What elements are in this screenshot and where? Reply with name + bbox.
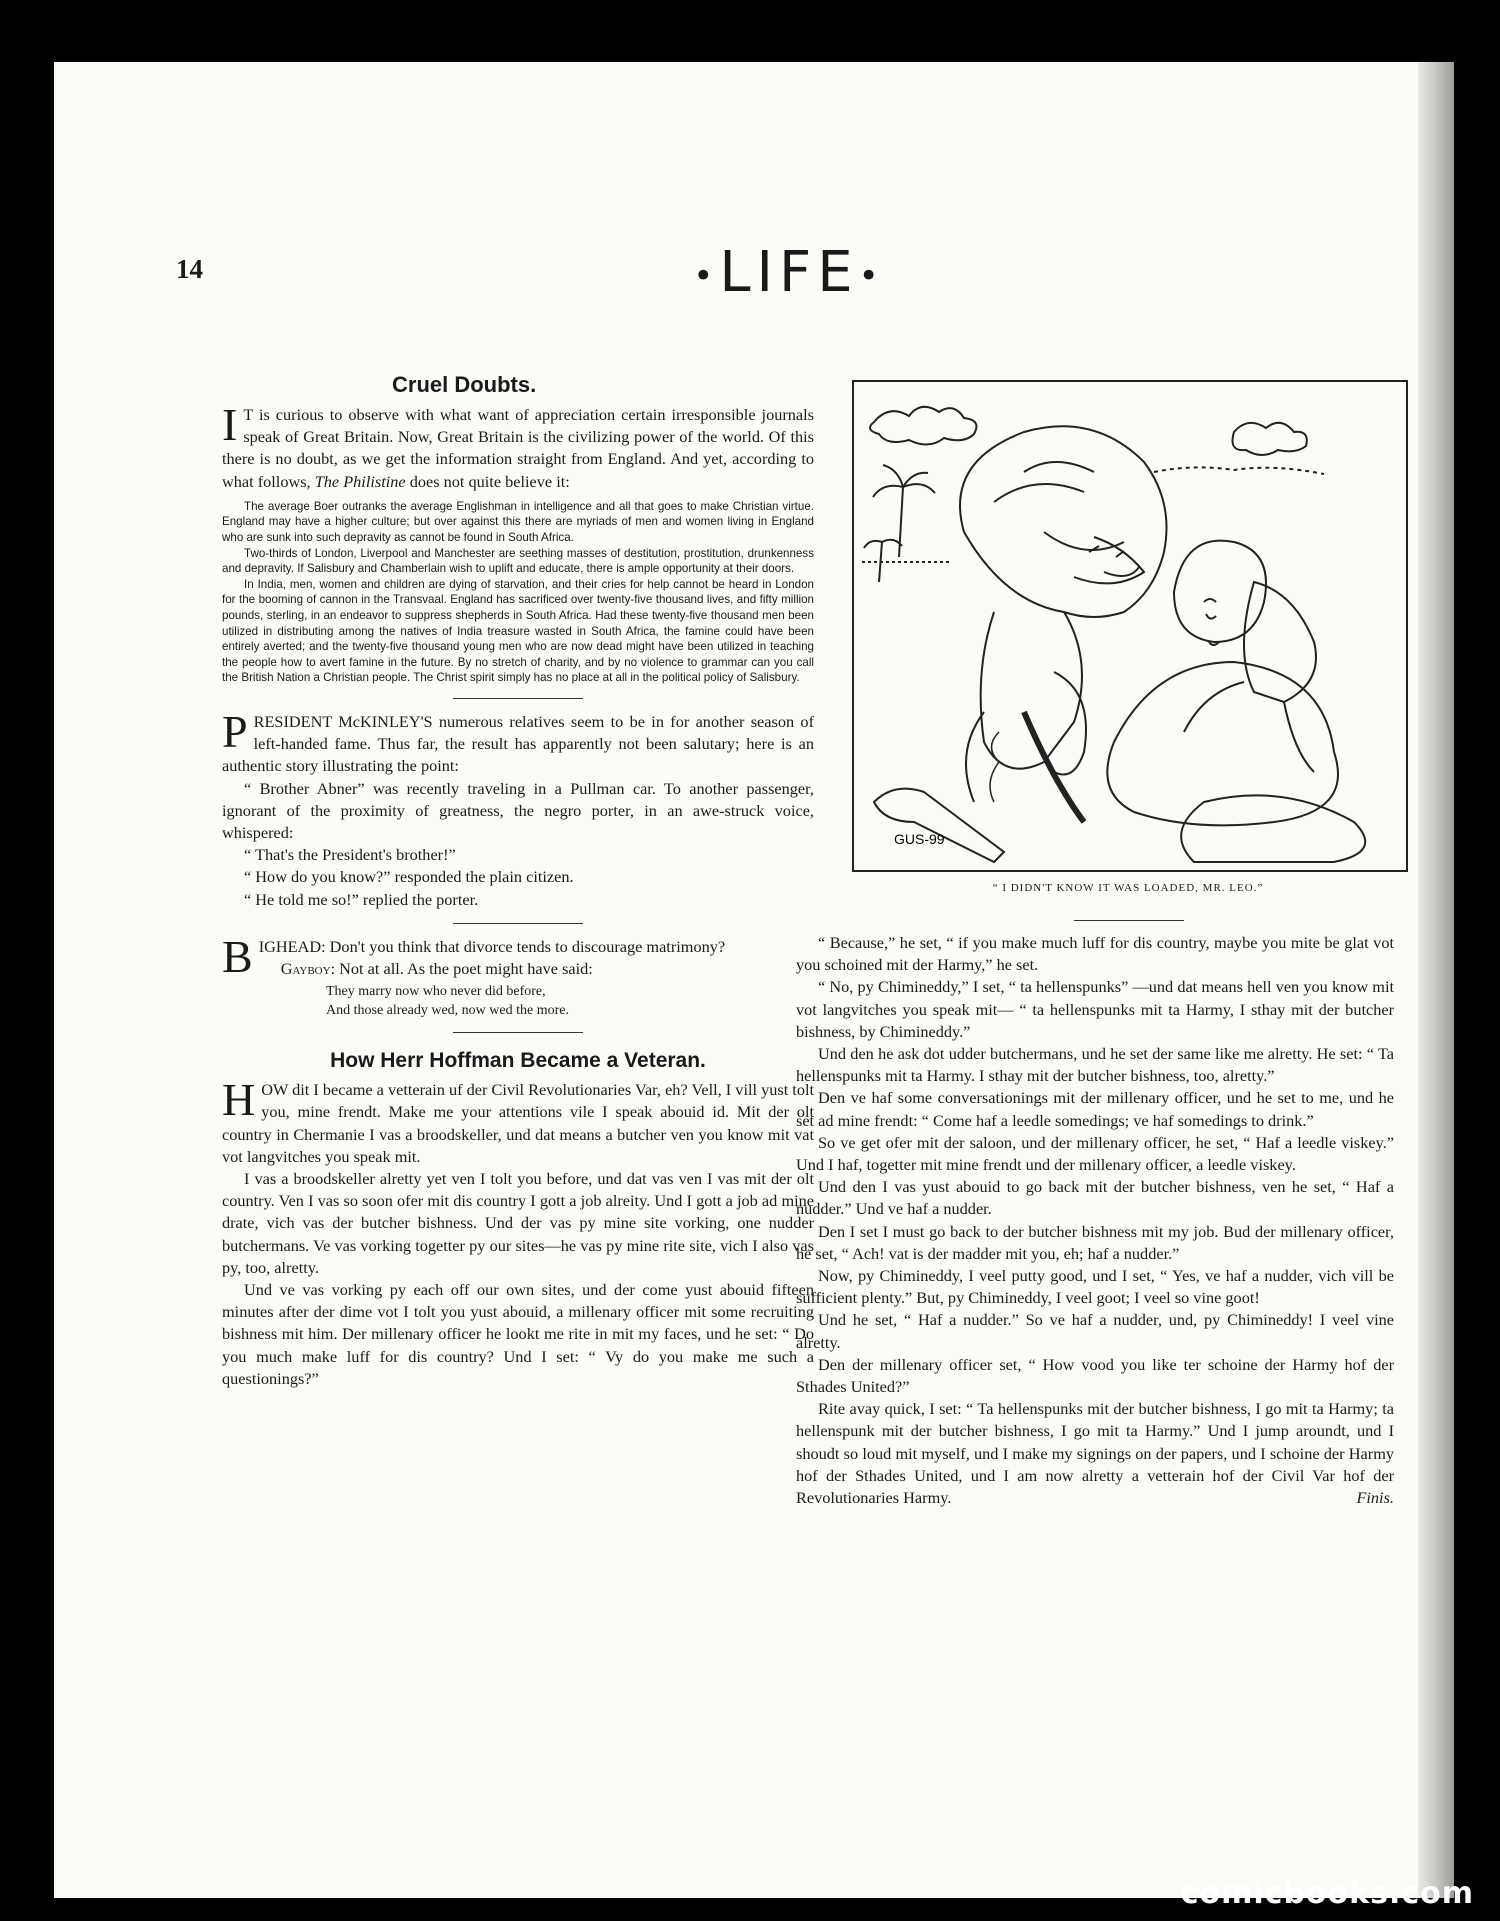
hoffman-paragraph: I vas a broodskeller alretty yet ven I tolt you before, und dat vas ven I vas mit der olt country. Ven I vas so soon ofer mit dis country I gott a job alreity. Und I gott a job ad mine drate, vich vas der butcher bishness. Und der vas py mine site vorking, one nudder butchermans. Ve vas vorking togetter py our sites—he vas py mine rite site, vich I also vas py, too, alretty.: [222, 1168, 814, 1277]
mckinley-paragraph: “ He told me so!” replied the porter.: [244, 889, 479, 909]
cartoon-illustration: [852, 380, 1408, 872]
divider: [1074, 920, 1184, 921]
lion-and-boy-drawing: [854, 382, 1406, 870]
dropcap: H: [222, 1074, 256, 1126]
hoffman-paragraph: Und he set, “ Haf a nudder.” So ve haf a nudder, und, py Chimineddy! I veel vine alretty.: [796, 1310, 1394, 1352]
hoffman-paragraph: “ No, py Chimineddy,” I set, “ ta hellenspunks” —und dat means hell ven you know mit vot langvitches you speak mit— “ ta hellenspunks mit ta Harmy, I sthay mit der butcher bishness, by Chimineddy.”: [796, 977, 1394, 1041]
page-number: 14: [176, 254, 203, 284]
article-title-hoffman: How Herr Hoffman Became a Veteran.: [330, 1049, 706, 1073]
mckinley-paragraph: “ That's the President's brother!”: [244, 845, 456, 865]
masthead-title: LIFE: [719, 240, 859, 305]
watermark: comicbooks.com: [1180, 1876, 1474, 1911]
cruel-doubts-intro: I T is curious to observe with what want of appreciation certain irresponsible journals speak of Great Britain. Now, Great Britain is the civilizing power of the world. Of this there is no doubt, as we get the information straight from England. And yet, according to what follows, The Philistine does not quite believe it:: [222, 399, 814, 491]
hoffman-paragraph: Den ve haf some conversationings mit der millenary officer, und he set to me, und he set ad mine frendt: “ Come haf a leedle somedings; ve haf somedings to drink.”: [796, 1088, 1394, 1130]
hoffman-paragraph: Rite avay quick, I set: “ Ta hellenspunks mit der butcher bishness, I go mit ta Harmy; ta hellenspunk mit der butcher bishness, I go mit ta Harmy.” Und I jump aroundt, und I shoudt so loud mit myself, und I make my signings on der papers, und I schoine der Harmy hof der Sthades United, und I am now alretty a vetterain hof der Civil Var hof der Revolutionaries Harmy. Finis.: [796, 1398, 1394, 1509]
gayboy-paragraph: Gayboy: Not at all. As the poet might have said:: [280, 958, 593, 978]
hoffman-paragraph: Und ve vas vorking py each off our own sites, und der come yust abouid fifteen minutes after der dime vot I tolt you yust abouid, a millenary officer mit some recruiting bishness mit him. Der millenary officer he lookt me rite in mit my faces, und he set: “ Do you much make luff for dis country? Und I set: “ Vy do you make me such a questionings?”: [222, 1280, 814, 1388]
page-spine-shadow: [1418, 62, 1454, 1898]
hoffman-paragraph: Den I set I must go back to der butcher bishness mit my job. Bud der millenary officer, he set, “ Ach! vat is der madder mit you, eh; haf a nudder.”: [796, 1221, 1394, 1263]
poem-line: They marry now who never did before,: [326, 984, 546, 1000]
masthead: [574, 240, 1004, 305]
quote-paragraph: Two-thirds of London, Liverpool and Manchester are seething masses of destitution, prostitution, drunkenness and depravity. If Salisbury and Chamberlain wish to uplift and educate, there is ample opportunity at their doors.: [222, 546, 814, 576]
quote-paragraph: In India, men, women and children are dying of starvation, and their cries for help cannot be heard in London for the booming of cannon in the Transvaal. England has sacrificed over twenty-five thousand lives, and fifty million pounds, sterling, in an endeavor to suppress shepherds in South Africa. Had these twenty-five thousand men been utilized in distributing among the natives of India treasure wasted in South Africa, the famine could have been entirely averted; and the twenty-five thousand young men who are now dead might have been utilized in teaching the people how to avert famine in the future. By no stretch of charity, and by no violence to grammar can you call the British Nation a Christian people. The Christ spirit simply has no place at all in the political policy of Salisbury.: [222, 577, 814, 685]
divider: [453, 698, 583, 699]
hoffman-paragraph: HOW dit I became a vetterain uf der Civil Revolutionaries Var, eh? Vell, I vill yust tolt you, mine frendt. Make me your attentions vile I speak abouid id. Mit der olt country in Chermanie I vas a broodskeller, und dat means a butcher ven you know mit vat vot langvitches you speak mit.: [222, 1074, 815, 1166]
hoffman-paragraph: Now, py Chimineddy, I veel putty good, und I set, “ Yes, ve haf a nudder, vich vill be sufficient plenty.” But, py Chimineddy, I veel goot; I veel so vine goot!: [796, 1266, 1394, 1308]
poem-line: And those already wed, now wed the more.: [326, 1003, 569, 1019]
hoffman-paragraph: Und den he ask dot udder butchermans, und he set der same like me alretty. He set: “ Ta hellenspunks mit ta Harmy. I sthay mit der butcher bishness, too, alretty.”: [796, 1044, 1394, 1086]
quote-paragraph: The average Boer outranks the average Englishman in intelligence and all that goes to make Christian virtue. England may have a higher culture; but over against this there are myriads of men and women living in England who are sunk into such depravity as cannot be found in South Africa.: [222, 499, 814, 544]
divider: [453, 1032, 583, 1033]
masthead-dot-icon: •: [858, 255, 885, 296]
divider: [453, 923, 583, 924]
bighead-paragraph: BIGHEAD: Don't you think that divorce tends to discourage matrimony?: [222, 930, 726, 982]
article-title-cruel-doubts: Cruel Doubts.: [392, 372, 537, 397]
poem: [326, 982, 814, 1020]
left-column: [222, 308, 814, 1390]
hoffman-paragraph: “ Because,” he set, “ if you make much luff for dis country, maybe you mite be glat vot you schoined mit der Harmy,” he set.: [796, 933, 1394, 975]
mckinley-paragraph: “ Brother Abner” was recently traveling in a Pullman car. To another passenger, ignorant of the proximity of greatness, the negro porter, in an awe-struck voice, whispered:: [222, 778, 814, 842]
hoffman-paragraph: So ve get ofer mit der saloon, und der millenary officer, he set, “ Haf a leedle viskey.” Und I haf, togetter mit mine frendt und der millenary officer, a leedle viskey.: [796, 1132, 1394, 1175]
mckinley-paragraph: “ How do you know?” responded the plain citizen.: [244, 867, 574, 887]
finis: Finis.: [1356, 1488, 1394, 1508]
hoffman-paragraph: Und den I vas yust abouid to go back mit der butcher bishness, ven he set, “ Haf a nudder.” Und ve haf a nudder.: [796, 1177, 1394, 1219]
right-column: [796, 932, 1394, 1509]
mckinley-paragraph: PRESIDENT McKINLEY'S numerous relatives seem to be in for another season of left-handed fame. Thus far, the result has apparently not been salutary; here is an authentic story illustrating the point:: [222, 705, 814, 776]
cartoon-caption: “ I DIDN'T KNOW IT WAS LOADED, MR. LEO.”: [992, 882, 1264, 894]
magazine-page: [54, 62, 1454, 1898]
artist-signature: GUS-99: [894, 831, 945, 847]
masthead-dot-icon: •: [693, 255, 720, 296]
philistine-quote: [222, 499, 814, 686]
hoffman-paragraph: Den der millenary officer set, “ How vood you like ter schoine der Harmy hof der Sthades United?”: [796, 1354, 1394, 1397]
dropcap: I: [222, 399, 238, 450]
dropcap: P: [222, 705, 248, 757]
dropcap: B: [222, 930, 253, 982]
